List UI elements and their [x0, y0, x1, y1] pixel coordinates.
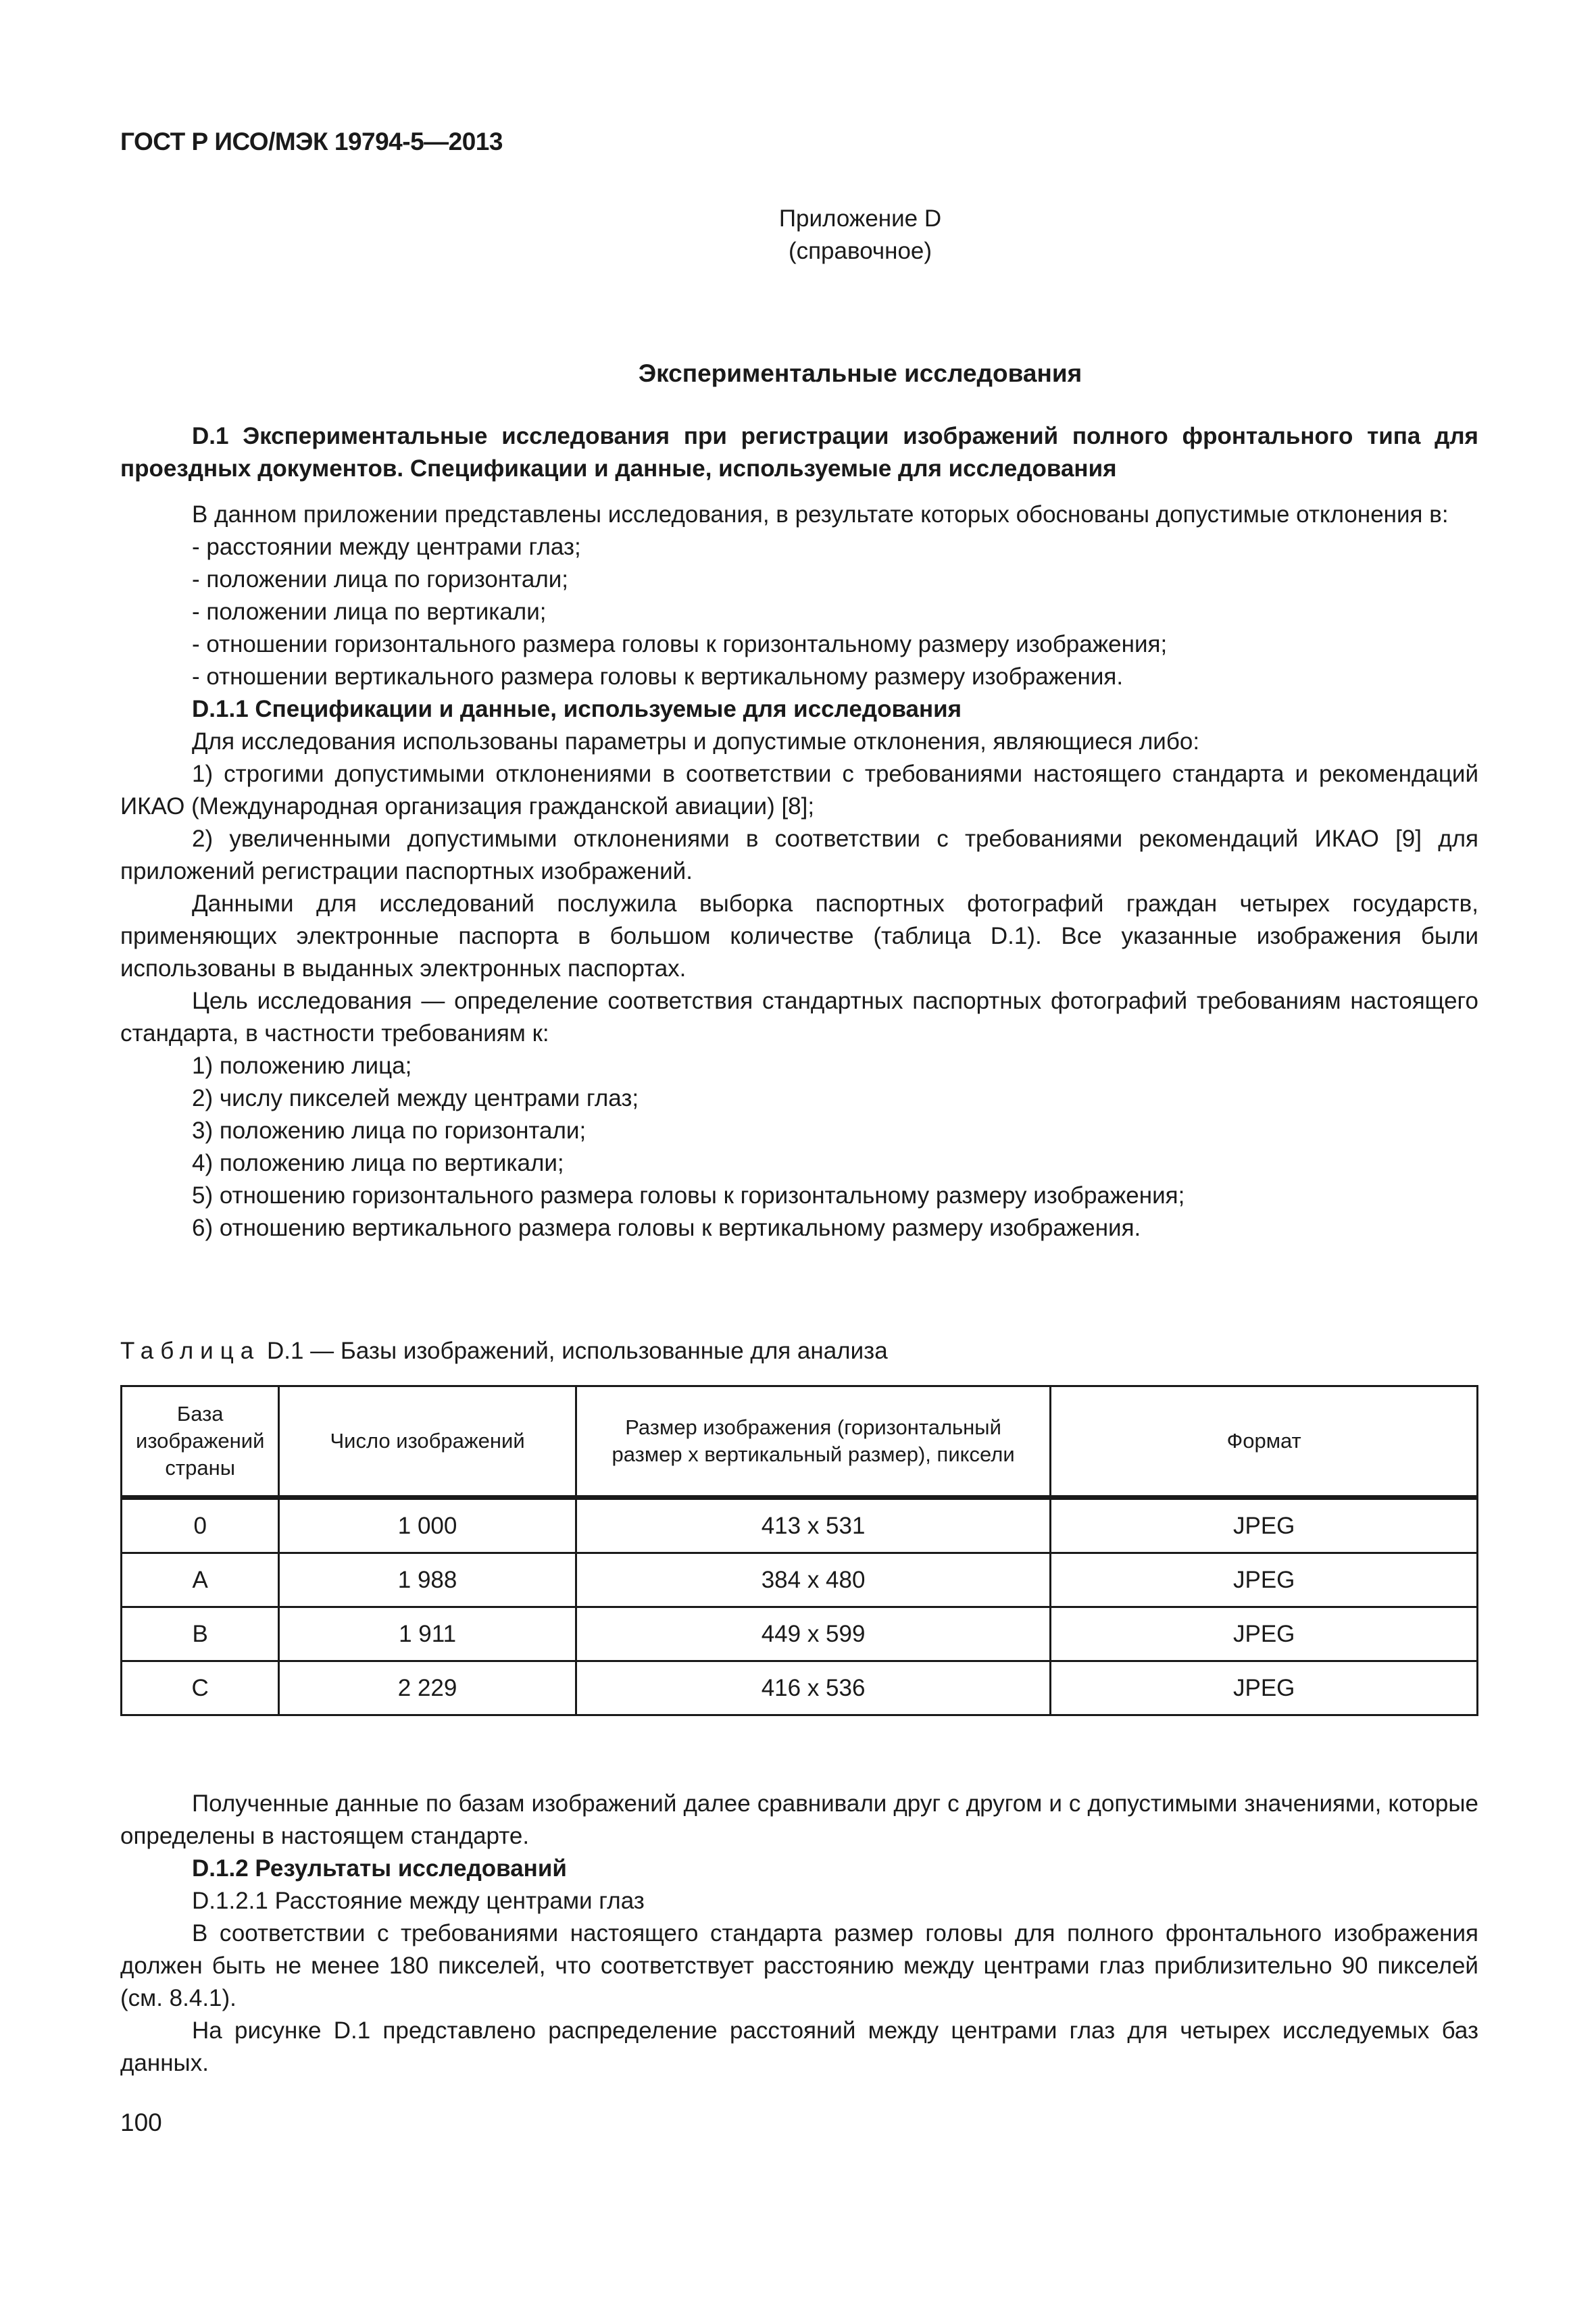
paragraph: Данными для исследований послужила выборка паспортных фотографий граждан четырех государств, применяющих электронные паспорта в большом количестве (таблица D.1). Все указанные изображения были использованы в выданных электронных паспортах. — [120, 890, 1478, 982]
table-row — [122, 1498, 1478, 1553]
goal-item: 3) положению лица по горизонтали; — [192, 1117, 587, 1144]
table-caption-text: D.1 — Базы изображений, использованные для анализа — [266, 1338, 888, 1364]
table-cell: 1 911 — [279, 1607, 576, 1661]
paragraph: Для исследования использованы параметры и допустимые отклонения, являющиеся либо: — [192, 728, 1200, 755]
paragraph: Цель исследования — определение соответствия стандартных паспортных фотографий требованиям настоящего стандарта, в частности требованиям к: — [120, 988, 1478, 1047]
paragraph: На рисунке D.1 представлено распределение расстояний между центрами глаз для четырех исследуемых баз данных. — [120, 2017, 1478, 2076]
table-cell: 2 229 — [279, 1661, 576, 1715]
d1-number: D.1 — [192, 423, 229, 449]
goal-item: 2) числу пикселей между центрами глаз; — [192, 1085, 639, 1111]
page-number: 100 — [120, 2109, 162, 2136]
table-cell: 1 000 — [279, 1498, 576, 1553]
d121-heading: D.1.2.1 Расстояние между центрами глаз — [192, 1888, 645, 1914]
goal-item: 6) отношению вертикального размера головы к вертикальному размеру изображения. — [192, 1215, 1141, 1241]
table-cell: B — [122, 1607, 279, 1661]
paragraph: 2) увеличенными допустимыми отклонениями в соответствии с требованиями рекомендаций ИКАО [9] для приложений регистрации паспортных изображений. — [120, 826, 1478, 884]
column-header: База изображений страны — [122, 1386, 279, 1498]
goal-item: 4) положению лица по вертикали; — [192, 1150, 564, 1176]
results-section — [120, 1788, 1478, 2080]
deviation-item: - отношении вертикального размера головы к вертикальному размеру изображения. — [192, 663, 1124, 690]
deviation-item: - положении лица по вертикали; — [192, 599, 547, 625]
column-header: Число изображений — [279, 1386, 576, 1498]
deviation-item: - отношении горизонтального размера головы к горизонтальному размеру изображения; — [192, 631, 1168, 657]
goal-item: 1) положению лица; — [192, 1053, 412, 1079]
deviation-item: - расстоянии между центрами глаз; — [192, 534, 581, 560]
intro-paragraph: В данном приложении представлены исследования, в результате которых обоснованы допустимые отклонения в: — [192, 501, 1449, 528]
table-cell: JPEG — [1051, 1607, 1478, 1661]
table-row — [122, 1661, 1478, 1715]
table-row — [122, 1553, 1478, 1607]
table-cell: JPEG — [1051, 1661, 1478, 1715]
table-cell: JPEG — [1051, 1498, 1478, 1553]
table-caption-word: Таблица — [120, 1338, 261, 1364]
section-title: Экспериментальные исследования — [638, 359, 1082, 387]
table-cell: C — [122, 1661, 279, 1715]
image-databases-table — [120, 1385, 1478, 1716]
table-cell: JPEG — [1051, 1553, 1478, 1607]
table-cell: 449 x 599 — [576, 1607, 1051, 1661]
d1-heading — [120, 420, 1478, 485]
column-header: Размер изображения (горизонтальный размер х вертикальный размер), пиксели — [576, 1386, 1051, 1498]
annex-heading — [0, 203, 1596, 268]
table-cell: 413 x 531 — [576, 1498, 1051, 1553]
table-cell: 0 — [122, 1498, 279, 1553]
d11-heading: D.1.1 Спецификации и данные, используемые для исследования — [192, 696, 962, 722]
table-cell: 384 x 480 — [576, 1553, 1051, 1607]
paragraph: 1) строгими допустимыми отклонениями в соответствии с требованиями настоящего стандарта и рекомендаций ИКАО (Международная организация гражданской авиации) [8]; — [120, 761, 1478, 820]
annex-type: (справочное) — [788, 238, 932, 264]
table-row — [122, 1607, 1478, 1661]
d1-title: Экспериментальные исследования при регистрации изображений полного фронтального типа для проездных документов. Спецификации и данные, используемые для исследования — [120, 423, 1478, 482]
table-cell: A — [122, 1553, 279, 1607]
table-cell: 1 988 — [279, 1553, 576, 1607]
column-header: Формат — [1051, 1386, 1478, 1498]
table-header-row — [122, 1386, 1478, 1498]
goal-item: 5) отношению горизонтального размера головы к горизонтальному размеру изображения; — [192, 1182, 1185, 1209]
deviation-item: - положении лица по горизонтали; — [192, 566, 569, 593]
document-header: ГОСТ Р ИСО/МЭК 19794-5—2013 — [120, 128, 503, 155]
table-cell: 416 x 536 — [576, 1661, 1051, 1715]
annex-label: Приложение D — [778, 205, 942, 232]
main-body — [120, 420, 1478, 1244]
d12-heading: D.1.2 Результаты исследований — [192, 1855, 567, 1882]
paragraph: В соответствии с требованиями настоящего стандарта размер головы для полного фронтального изображения должен быть не менее 180 пикселей, что соответствует расстоянию между центрами глаз приблизительно 90 пикселей (см. 8.4.1). — [120, 1920, 1478, 2011]
table-caption — [120, 1335, 888, 1367]
paragraph: Полученные данные по базам изображений далее сравнивали друг с другом и с допустимыми значениями, которые определены в настоящем стандарте. — [120, 1790, 1478, 1849]
